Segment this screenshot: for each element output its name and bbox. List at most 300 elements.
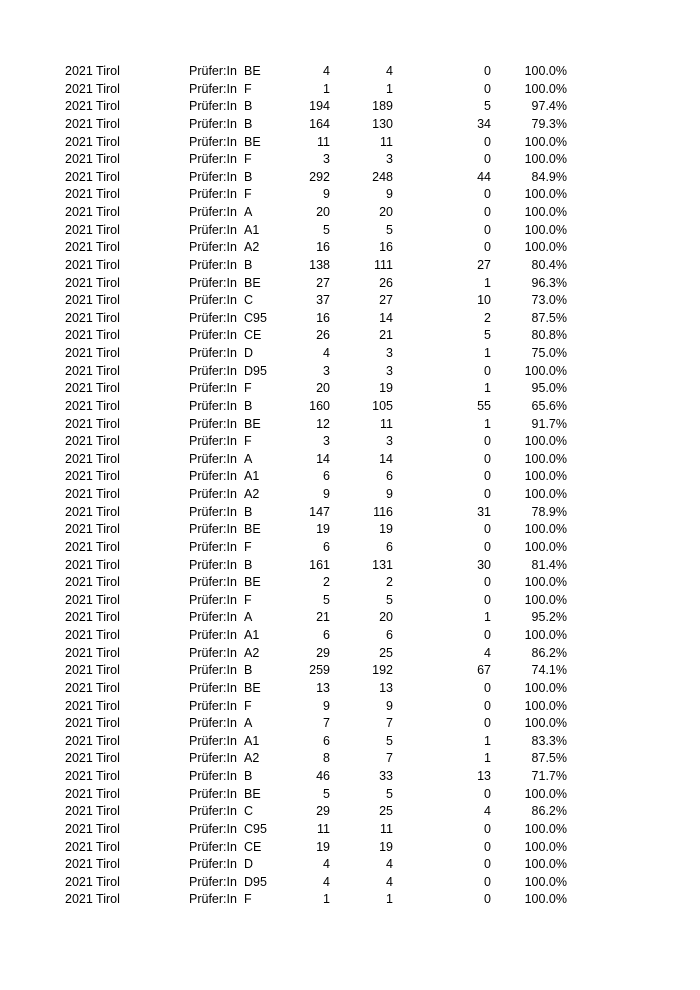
pass-rate-cell: 100.0% [524,839,567,854]
failed-count-cell: 2 [484,310,491,325]
table-row [0,81,700,99]
total-count-cell: 8 [323,751,330,766]
pass-rate-cell: 95.0% [531,381,567,396]
passed-count-cell: 192 [372,663,393,678]
role-cell: Prüfer:In [189,187,237,202]
table-row [0,239,700,257]
total-count-cell: 11 [317,821,330,836]
role-cell: Prüfer:In [189,857,237,872]
pass-rate-cell: 91.7% [531,416,567,431]
table-row [0,839,700,857]
license-class-cell: B [244,557,253,572]
passed-count-cell: 5 [386,733,393,748]
passed-count-cell: 5 [386,592,393,607]
role-cell: Prüfer:In [189,328,237,343]
total-count-cell: 27 [316,275,330,290]
passed-count-cell: 189 [372,99,393,114]
year-region-cell: 2021 Tirol [65,680,120,695]
total-count-cell: 6 [323,539,330,554]
table-row [0,416,700,434]
year-region-cell: 2021 Tirol [65,487,120,501]
license-class-cell: B [244,116,253,131]
year-region-cell: 2021 Tirol [65,575,120,590]
year-region-cell: 2021 Tirol [65,434,120,449]
license-class-cell: F [244,592,252,607]
year-region-cell: 2021 Tirol [65,892,120,907]
role-cell: Prüfer:In [189,786,237,801]
failed-count-cell: 0 [484,434,491,449]
failed-count-cell: 0 [484,451,491,466]
license-class-cell: BE [244,416,261,431]
year-region-cell: 2021 Tirol [65,257,120,272]
total-count-cell: 160 [309,398,330,413]
year-region-cell: 2021 Tirol [65,698,120,713]
failed-count-cell: 0 [484,134,491,149]
role-cell: Prüfer:In [189,733,237,748]
role-cell: Prüfer:In [189,257,237,272]
total-count-cell: 3 [323,152,330,167]
passed-count-cell: 248 [372,169,393,184]
total-count-cell: 6 [323,628,330,642]
table-row [0,257,700,275]
total-count-cell: 138 [309,257,330,272]
license-class-cell: A1 [244,628,260,642]
pass-rate-cell: 100.0% [524,857,567,872]
failed-count-cell: 0 [484,575,491,590]
pass-rate-cell: 100.0% [524,240,567,255]
data-table [0,63,700,909]
passed-count-cell: 9 [386,698,393,713]
license-class-cell: A [244,451,253,466]
license-class-cell: A2 [244,645,260,660]
failed-count-cell: 0 [484,187,491,202]
year-region-cell: 2021 Tirol [65,346,120,360]
table-row [0,680,700,698]
pass-rate-cell: 79.3% [531,116,567,131]
pass-rate-cell: 100.0% [524,522,567,537]
license-class-cell: B [244,769,253,783]
role-cell: Prüfer:In [189,892,237,907]
license-class-cell: A1 [244,469,260,484]
role-cell: Prüfer:In [189,628,237,642]
role-cell: Prüfer:In [189,64,237,78]
table-row [0,891,700,909]
failed-count-cell: 5 [484,99,491,114]
total-count-cell: 13 [316,680,330,695]
failed-count-cell: 0 [484,874,491,889]
role-cell: Prüfer:In [189,346,237,360]
year-region-cell: 2021 Tirol [65,628,120,642]
failed-count-cell: 0 [484,81,491,96]
year-region-cell: 2021 Tirol [65,64,120,78]
year-region-cell: 2021 Tirol [65,874,120,889]
year-region-cell: 2021 Tirol [65,205,120,219]
license-class-cell: C [244,804,254,819]
failed-count-cell: 0 [484,839,491,854]
role-cell: Prüfer:In [189,804,237,819]
license-class-cell: B [244,398,253,413]
total-count-cell: 29 [316,804,330,819]
role-cell: Prüfer:In [189,645,237,660]
failed-count-cell: 5 [484,328,491,343]
failed-count-cell: 55 [477,398,491,413]
failed-count-cell: 0 [484,205,491,219]
failed-count-cell: 0 [484,857,491,872]
license-class-cell: BE [244,522,261,537]
passed-count-cell: 5 [386,786,393,801]
pass-rate-cell: 71.7% [531,769,567,783]
role-cell: Prüfer:In [189,680,237,695]
pass-rate-cell: 96.3% [531,275,567,290]
license-class-cell: C [244,293,254,308]
role-cell: Prüfer:In [189,469,237,484]
table-row [0,662,700,680]
total-count-cell: 259 [309,663,330,678]
table-row [0,733,700,751]
total-count-cell: 1 [323,892,330,907]
year-region-cell: 2021 Tirol [65,240,120,255]
passed-count-cell: 105 [372,398,393,413]
year-region-cell: 2021 Tirol [65,310,120,325]
year-region-cell: 2021 Tirol [65,222,120,237]
total-count-cell: 147 [309,504,330,519]
year-region-cell: 2021 Tirol [65,857,120,872]
year-region-cell: 2021 Tirol [65,804,120,819]
year-region-cell: 2021 Tirol [65,169,120,184]
pass-rate-cell: 100.0% [524,81,567,96]
passed-count-cell: 7 [386,751,393,766]
pass-rate-cell: 95.2% [531,610,567,625]
role-cell: Prüfer:In [189,716,237,731]
license-class-cell: A1 [244,222,260,237]
license-class-cell: BE [244,64,261,78]
total-count-cell: 21 [316,610,330,625]
failed-count-cell: 0 [484,363,491,378]
total-count-cell: 2 [323,575,330,590]
role-cell: Prüfer:In [189,751,237,766]
total-count-cell: 164 [309,116,330,131]
table-row [0,856,700,874]
table-row [0,134,700,152]
total-count-cell: 4 [323,874,330,889]
pass-rate-cell: 73.0% [531,293,567,308]
passed-count-cell: 131 [372,557,393,572]
license-class-cell: F [244,892,252,907]
license-class-cell: B [244,169,253,184]
license-class-cell: F [244,152,252,167]
year-region-cell: 2021 Tirol [65,293,120,308]
pass-rate-cell: 86.2% [531,645,567,660]
passed-count-cell: 4 [386,874,393,889]
total-count-cell: 194 [309,99,330,114]
passed-count-cell: 16 [379,240,393,255]
failed-count-cell: 44 [477,169,491,184]
table-row [0,275,700,293]
license-class-cell: A [244,716,253,731]
failed-count-cell: 0 [484,821,491,836]
pass-rate-cell: 100.0% [524,592,567,607]
table-row [0,222,700,240]
year-region-cell: 2021 Tirol [65,504,120,519]
passed-count-cell: 20 [379,610,393,625]
failed-count-cell: 0 [484,487,491,501]
role-cell: Prüfer:In [189,769,237,783]
role-cell: Prüfer:In [189,240,237,255]
passed-count-cell: 111 [373,257,393,272]
pass-rate-cell: 100.0% [524,628,567,642]
table-row [0,292,700,310]
passed-count-cell: 130 [372,116,393,131]
passed-count-cell: 1 [386,81,393,96]
pass-rate-cell: 100.0% [524,539,567,554]
role-cell: Prüfer:In [189,363,237,378]
role-cell: Prüfer:In [189,310,237,325]
license-class-cell: A2 [244,240,260,255]
role-cell: Prüfer:In [189,839,237,854]
total-count-cell: 26 [316,328,330,343]
role-cell: Prüfer:In [189,381,237,396]
role-cell: Prüfer:In [189,575,237,590]
total-count-cell: 19 [316,839,330,854]
table-row [0,451,700,469]
license-class-cell: F [244,187,252,202]
license-class-cell: C95 [244,310,267,325]
role-cell: Prüfer:In [189,134,237,149]
passed-count-cell: 13 [379,680,393,695]
total-count-cell: 12 [316,416,330,431]
total-count-cell: 20 [316,381,330,396]
failed-count-cell: 1 [484,610,491,625]
table-row [0,609,700,627]
table-row [0,592,700,610]
pass-rate-cell: 87.5% [531,751,567,766]
license-class-cell: A [244,610,253,625]
role-cell: Prüfer:In [189,557,237,572]
pass-rate-cell: 100.0% [524,451,567,466]
passed-count-cell: 20 [379,205,393,219]
year-region-cell: 2021 Tirol [65,134,120,149]
table-row [0,169,700,187]
failed-count-cell: 0 [484,716,491,731]
role-cell: Prüfer:In [189,416,237,431]
role-cell: Prüfer:In [189,398,237,413]
table-row [0,63,700,81]
table-row [0,539,700,557]
passed-count-cell: 19 [379,839,393,854]
total-count-cell: 4 [323,64,330,78]
role-cell: Prüfer:In [189,81,237,96]
year-region-cell: 2021 Tirol [65,592,120,607]
total-count-cell: 16 [316,310,330,325]
passed-count-cell: 3 [386,346,393,360]
license-class-cell: B [244,504,253,519]
failed-count-cell: 1 [484,346,491,360]
role-cell: Prüfer:In [189,293,237,308]
pass-rate-cell: 84.9% [531,169,567,184]
pass-rate-cell: 65.6% [531,398,567,413]
pass-rate-cell: 100.0% [524,205,567,219]
role-cell: Prüfer:In [189,522,237,537]
pass-rate-cell: 100.0% [524,680,567,695]
failed-count-cell: 1 [484,275,491,290]
total-count-cell: 161 [309,557,330,572]
license-class-cell: F [244,539,252,554]
table-row [0,204,700,222]
passed-count-cell: 5 [386,222,393,237]
table-row [0,627,700,645]
total-count-cell: 3 [323,363,330,378]
table-row [0,398,700,416]
pass-rate-cell: 97.4% [531,99,567,114]
license-class-cell: CE [244,328,262,343]
role-cell: Prüfer:In [189,698,237,713]
total-count-cell: 6 [323,469,330,484]
failed-count-cell: 0 [484,222,491,237]
passed-count-cell: 6 [386,628,393,642]
passed-count-cell: 1 [386,892,393,907]
year-region-cell: 2021 Tirol [65,610,120,625]
year-region-cell: 2021 Tirol [65,469,120,484]
table-row [0,98,700,116]
pass-rate-cell: 100.0% [524,487,567,501]
passed-count-cell: 116 [373,504,393,519]
license-class-cell: D [244,346,254,360]
passed-count-cell: 14 [379,451,393,466]
total-count-cell: 5 [323,592,330,607]
failed-count-cell: 10 [477,293,491,308]
passed-count-cell: 3 [386,152,393,167]
year-region-cell: 2021 Tirol [65,398,120,413]
year-region-cell: 2021 Tirol [65,839,120,854]
license-class-cell: F [244,434,252,449]
total-count-cell: 292 [309,169,330,184]
total-count-cell: 46 [316,769,330,783]
table-row [0,486,700,504]
year-region-cell: 2021 Tirol [65,716,120,731]
license-class-cell: BE [244,575,261,590]
passed-count-cell: 6 [386,469,393,484]
pass-rate-cell: 86.2% [531,804,567,819]
passed-count-cell: 11 [380,821,393,836]
year-region-cell: 2021 Tirol [65,733,120,748]
license-class-cell: BE [244,786,261,801]
total-count-cell: 16 [316,240,330,255]
pass-rate-cell: 100.0% [524,363,567,378]
passed-count-cell: 14 [379,310,393,325]
total-count-cell: 1 [323,81,330,96]
failed-count-cell: 0 [484,698,491,713]
total-count-cell: 5 [323,786,330,801]
role-cell: Prüfer:In [189,116,237,131]
table-row [0,557,700,575]
role-cell: Prüfer:In [189,152,237,167]
table-row [0,363,700,381]
table-row [0,750,700,768]
passed-count-cell: 4 [386,64,393,78]
failed-count-cell: 67 [477,663,491,678]
total-count-cell: 9 [323,187,330,202]
license-class-cell: BE [244,680,261,695]
passed-count-cell: 25 [379,645,393,660]
failed-count-cell: 0 [484,628,491,642]
license-class-cell: BE [244,134,261,149]
license-class-cell: A [244,205,253,219]
role-cell: Prüfer:In [189,487,237,501]
table-row [0,327,700,345]
year-region-cell: 2021 Tirol [65,416,120,431]
pass-rate-cell: 100.0% [524,716,567,731]
table-row [0,821,700,839]
pass-rate-cell: 100.0% [524,698,567,713]
table-row [0,786,700,804]
passed-count-cell: 4 [386,857,393,872]
table-row [0,345,700,363]
year-region-cell: 2021 Tirol [65,328,120,343]
failed-count-cell: 0 [484,592,491,607]
failed-count-cell: 4 [484,804,491,819]
table-row [0,116,700,134]
failed-count-cell: 13 [477,769,491,783]
total-count-cell: 6 [323,733,330,748]
role-cell: Prüfer:In [189,222,237,237]
pass-rate-cell: 87.5% [531,310,567,325]
passed-count-cell: 33 [379,769,393,783]
pass-rate-cell: 100.0% [524,222,567,237]
total-count-cell: 19 [316,522,330,537]
year-region-cell: 2021 Tirol [65,522,120,537]
table-row [0,433,700,451]
pass-rate-cell: 100.0% [524,786,567,801]
pass-rate-cell: 100.0% [524,469,567,484]
pass-rate-cell: 100.0% [524,575,567,590]
year-region-cell: 2021 Tirol [65,275,120,290]
pass-rate-cell: 100.0% [524,187,567,202]
pass-rate-cell: 80.4% [531,257,567,272]
failed-count-cell: 30 [477,557,491,572]
total-count-cell: 20 [316,205,330,219]
failed-count-cell: 1 [484,733,491,748]
failed-count-cell: 0 [484,680,491,695]
failed-count-cell: 0 [484,469,491,484]
total-count-cell: 5 [323,222,330,237]
pass-rate-cell: 100.0% [524,134,567,149]
passed-count-cell: 21 [379,328,393,343]
role-cell: Prüfer:In [189,663,237,678]
table-row [0,715,700,733]
failed-count-cell: 31 [477,504,491,519]
year-region-cell: 2021 Tirol [65,786,120,801]
license-class-cell: D [244,857,254,872]
passed-count-cell: 25 [379,804,393,819]
license-class-cell: F [244,381,252,396]
table-row [0,803,700,821]
year-region-cell: 2021 Tirol [65,821,120,836]
role-cell: Prüfer:In [189,610,237,625]
table-row [0,186,700,204]
failed-count-cell: 0 [484,786,491,801]
role-cell: Prüfer:In [189,275,237,290]
license-class-cell: A1 [244,733,260,748]
passed-count-cell: 6 [386,539,393,554]
passed-count-cell: 9 [386,487,393,501]
failed-count-cell: 0 [484,522,491,537]
role-cell: Prüfer:In [189,874,237,889]
total-count-cell: 7 [323,716,330,731]
pass-rate-cell: 83.3% [531,733,567,748]
total-count-cell: 9 [323,698,330,713]
table-row [0,310,700,328]
year-region-cell: 2021 Tirol [65,769,120,783]
